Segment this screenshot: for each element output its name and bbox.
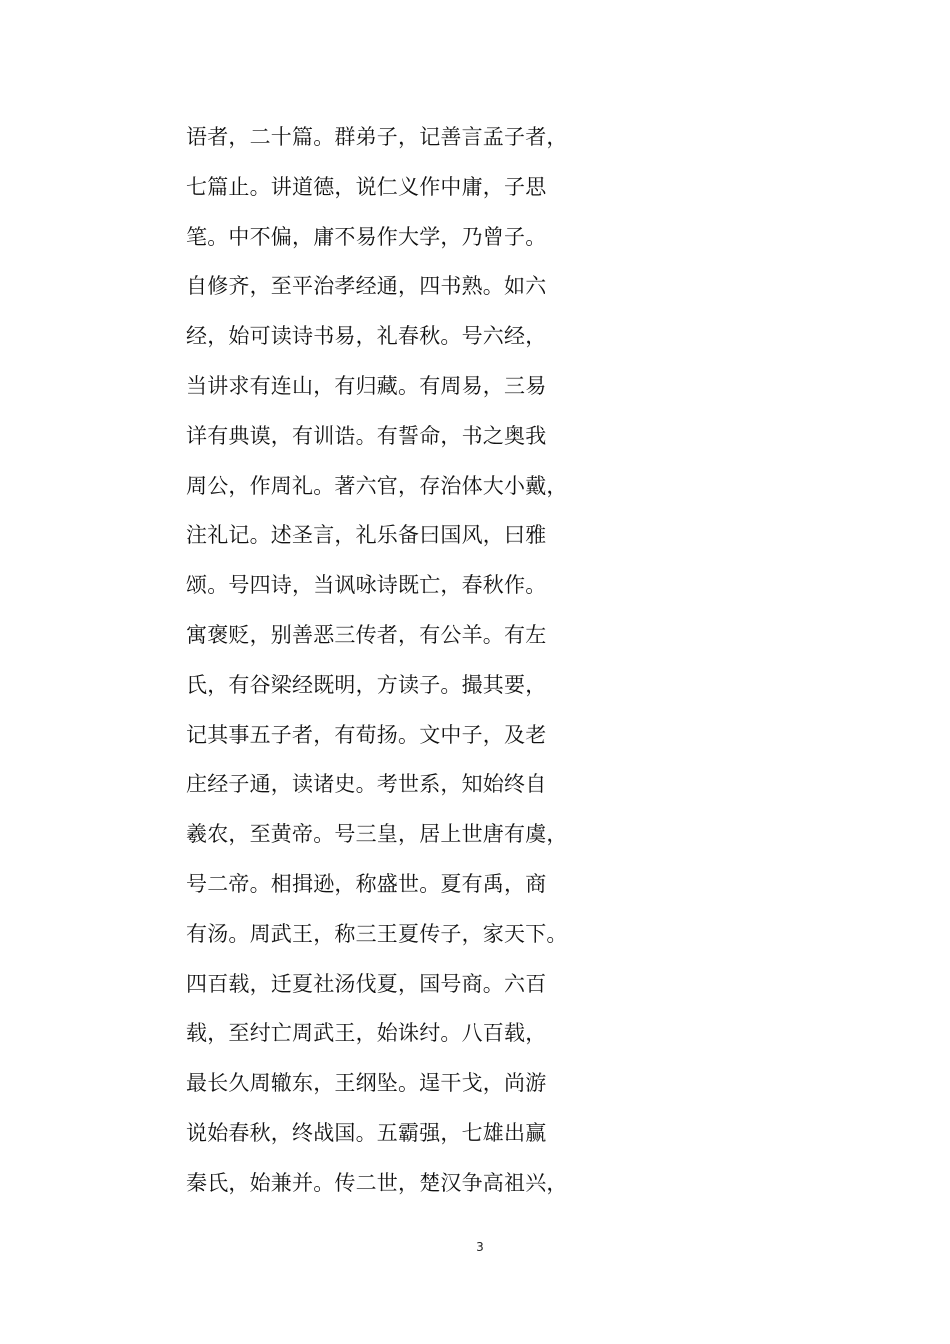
text-line: 自修齐，至平治孝经通，四书熟。如六 [186,274,547,299]
text-line: 当讲求有连山，有归藏。有周易，三易 [186,373,547,398]
text-line: 周公，作周礼。著六官，存治体大小戴， [186,473,568,498]
text-line: 羲农，至黄帝。号三皇，居上世唐有虞， [186,822,568,847]
text-line: 说始春秋，终战国。五霸强，七雄出赢 [186,1120,547,1145]
text-line: 经，始可读诗书易，礼春秋。号六经， [186,324,547,349]
text-line: 氏，有谷梁经既明，方读子。撮其要， [186,672,547,697]
text-line: 号二帝。相揖逊，称盛世。夏有禹，商 [186,871,547,896]
text-line: 七篇止。讲道德，说仁义作中庸，子思 [186,174,547,199]
text-line: 笔。中不偏，庸不易作大学，乃曾子。 [186,224,547,249]
text-line: 载，至纣亡周武王，始诛纣。八百载， [186,1021,547,1046]
text-line: 颂。号四诗，当讽咏诗既亡，春秋作。 [186,573,547,598]
text-line: 有汤。周武王，称三王夏传子，家天下。 [186,921,568,946]
text-line: 语者，二十篇。群弟子，记善言孟子者， [186,125,568,149]
text-line: 四百载，迁夏社汤伐夏，国号商。六百 [186,971,547,996]
text-line: 记其事五子者，有荀扬。文中子，及老 [186,722,547,747]
text-line: 详有典谟，有训诰。有誓命，书之奥我 [186,423,547,448]
text-line: 注礼记。述圣言，礼乐备曰国风，曰雅 [186,523,547,548]
text-line: 寓褒贬，别善恶三传者，有公羊。有左 [186,622,547,647]
text-line: 秦氏，始兼并。传二世，楚汉争高祖兴， [186,1170,568,1195]
body-text [186,112,586,1208]
text-line: 庄经子通，读诸史。考世系，知始终自 [186,772,547,797]
text-line: 最长久周辙东，王纲坠。逞干戈，尚游 [186,1071,547,1096]
page-number: 3 [476,1240,484,1254]
